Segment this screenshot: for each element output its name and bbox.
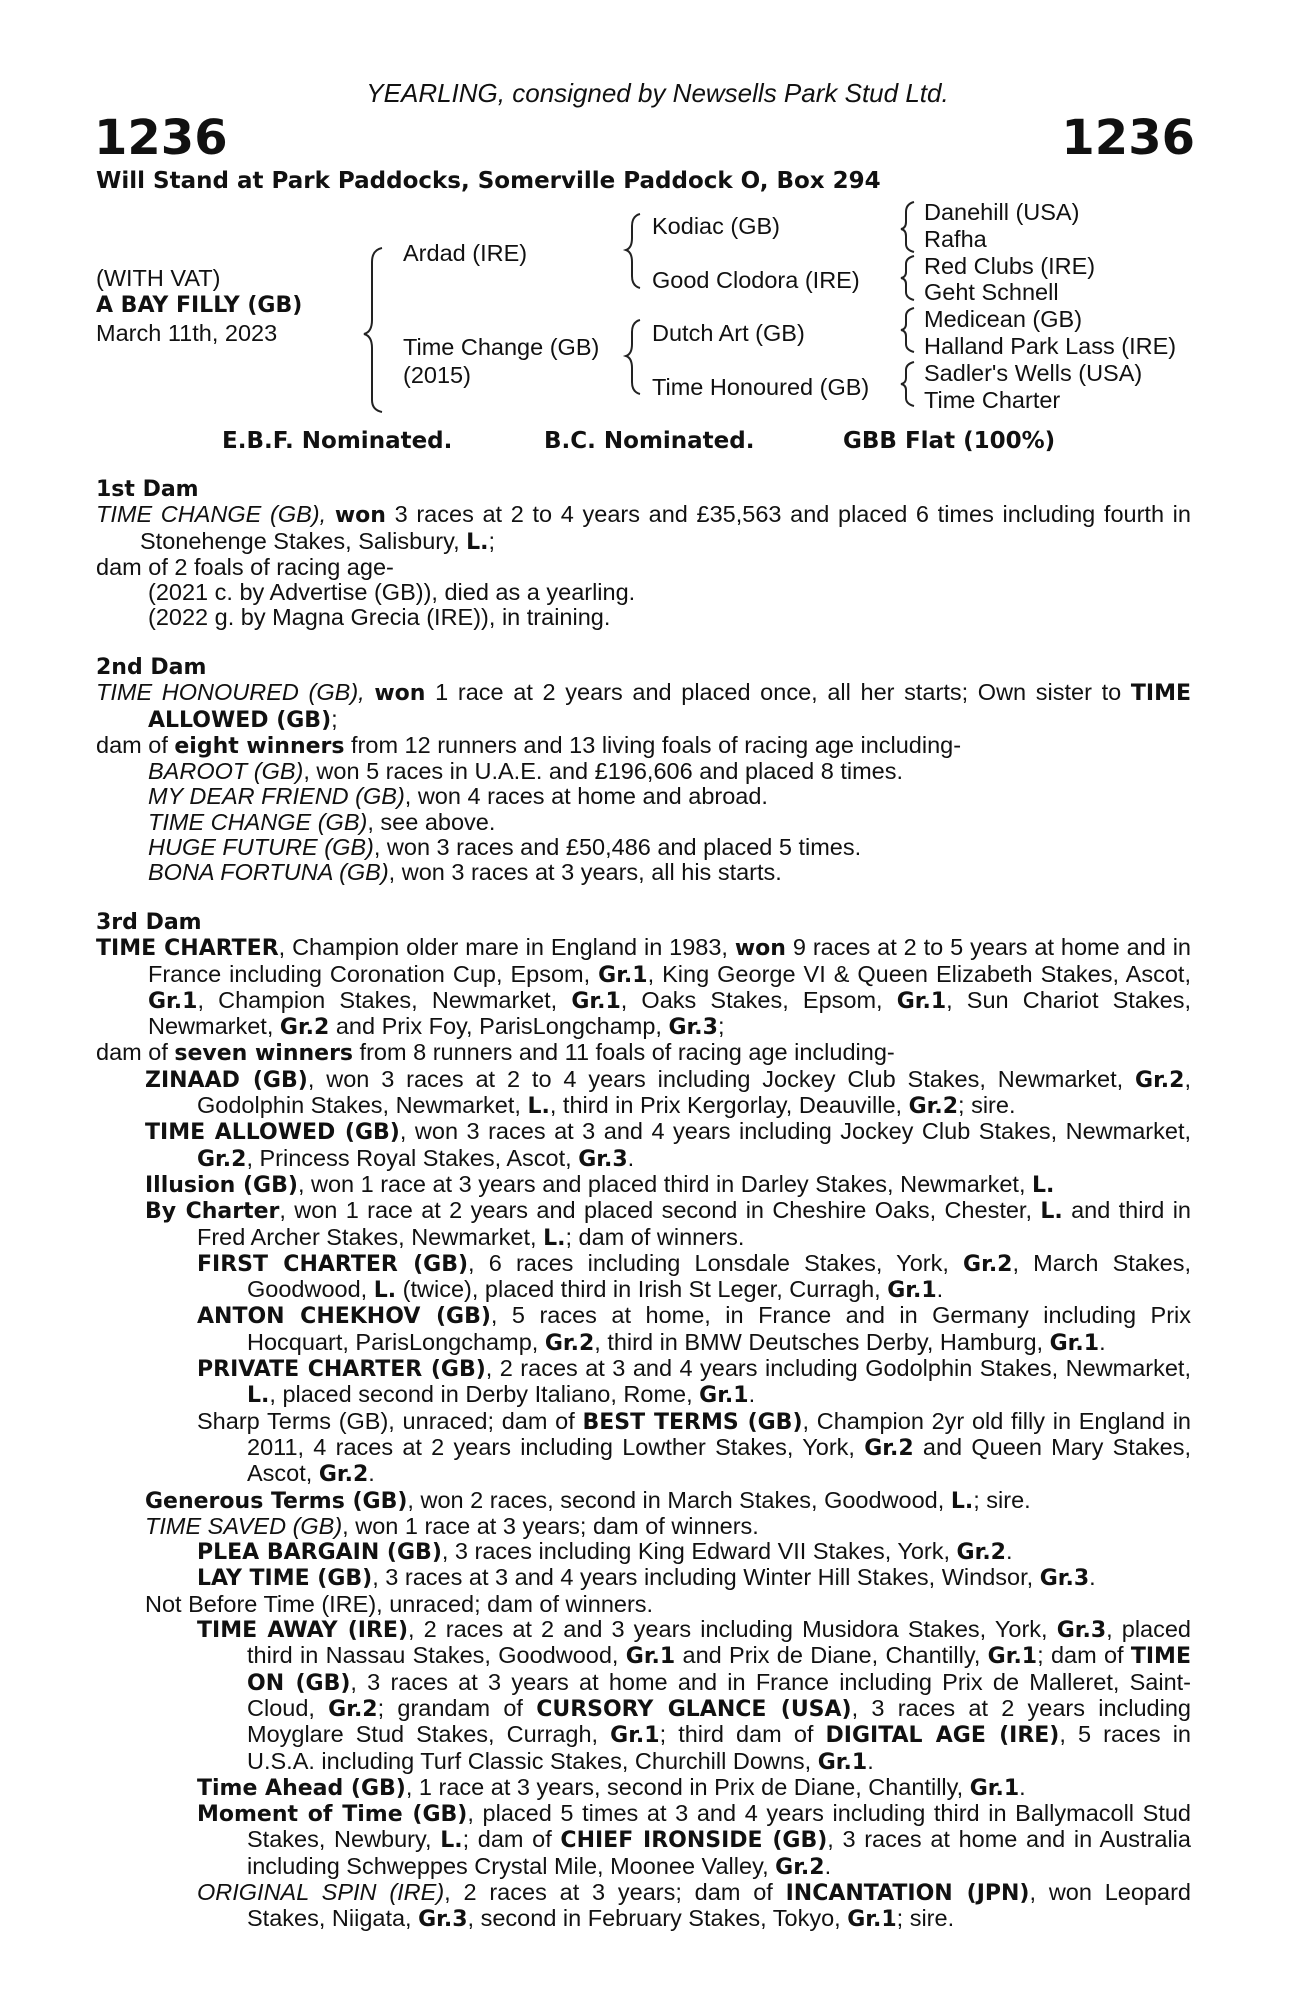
sire-sire: Kodiac (GB) <box>652 213 780 239</box>
gen3-dss: Medicean (GB) <box>924 306 1083 332</box>
eight-winners: eight winners <box>174 733 345 759</box>
text: . <box>1099 1328 1106 1355</box>
brace-dam <box>626 320 640 394</box>
dam-sire: Dutch Art (GB) <box>652 320 805 346</box>
grade: Gr.2 <box>956 1540 1006 1566</box>
produce-name: BAROOT (GB) <box>148 758 304 785</box>
gen3-ddd: Time Charter <box>924 387 1061 413</box>
text: . <box>748 1381 756 1408</box>
grade: L. <box>543 1225 566 1251</box>
text: 9 races at 2 to 5 years at home and in France including Coronation Cup, Epsom, <box>148 934 1191 987</box>
sire-dam: Good Clodora (IRE) <box>652 267 860 293</box>
brace-ds <box>901 308 914 352</box>
second-dam-produce-summary <box>96 733 1191 759</box>
text: dam of <box>96 1039 175 1066</box>
grade: Gr.2 <box>279 1015 330 1041</box>
text: , won 3 races at 2 to 4 years including Jockey Club Stakes, Newmarket, <box>307 1065 1136 1092</box>
text: , 1 race at 3 years, second in Prix de Diane, Chantilly, <box>405 1773 970 1800</box>
lot-number-left: 1236 <box>94 110 228 166</box>
grade: Gr.1 <box>896 988 947 1014</box>
text: , Sun Chariot Stakes, Newmarket, <box>148 986 1191 1040</box>
grade: Gr.2 <box>1135 1067 1185 1093</box>
horse-name: ANTON CHEKHOV (GB) <box>197 1304 491 1330</box>
dam-foaling-year: (2015) <box>403 362 471 388</box>
text: , 2 races at 3 and 4 years including Godolphin Stakes, Newmarket, <box>485 1355 1191 1382</box>
text: dam of <box>96 731 175 758</box>
grade: Gr.1 <box>610 1723 660 1749</box>
text: , won Leopard Stakes, Niigata, <box>247 1878 1191 1932</box>
horse-name: TIME ON (GB) <box>247 1644 1191 1696</box>
second-dam-section <box>96 655 1191 886</box>
horse-name: Illusion (GB) <box>145 1172 298 1198</box>
text: , 3 races at 3 years at home and in France including Prix de Malleret, Saint-Cloud, <box>247 1668 1191 1721</box>
text: ; sire. <box>973 1486 1031 1513</box>
produce-anton-chekhov <box>96 1303 1191 1356</box>
horse-name: TIME CHARTER <box>96 936 279 962</box>
produce-bona-fortuna <box>96 860 1191 885</box>
text: , won 3 races at 3 and 4 years including Jockey Club Stakes, Newmarket, <box>399 1118 1192 1145</box>
grade: Gr.2 <box>197 1146 247 1172</box>
grade: Gr.1 <box>969 1775 1020 1801</box>
text: . <box>867 1747 874 1774</box>
brace-sd <box>901 256 914 300</box>
text: . <box>1089 1564 1096 1591</box>
grade: Gr.1 <box>699 1383 749 1409</box>
horse-name: CURSORY GLANCE (USA) <box>536 1696 852 1722</box>
foaling-date: March 11th, 2023 <box>96 320 278 346</box>
produce-first-charter <box>96 1251 1191 1304</box>
gen3-sds: Red Clubs (IRE) <box>924 253 1096 279</box>
won-label: won <box>734 936 786 962</box>
text: ; grandam of <box>377 1694 537 1721</box>
text: . <box>627 1144 635 1171</box>
text: , 3 races including King Edward VII Stakes, York, <box>441 1538 957 1565</box>
produce-lay-time <box>96 1565 1191 1591</box>
text: , placed third in Nassau Stakes, Goodwood, <box>247 1616 1191 1669</box>
text: , 3 races at 3 and 4 years including Winter Hill Stakes, Windsor, <box>372 1564 1040 1591</box>
produce-record: , won 4 races at home and abroad. <box>404 783 768 810</box>
produce-plea-bargain <box>96 1539 1191 1565</box>
text: , second in February Stakes, Tokyo, <box>467 1905 848 1932</box>
text: , 2 races at 3 years; dam of <box>444 1878 786 1905</box>
grade: Gr.3 <box>1039 1566 1090 1592</box>
text: , Princess Royal Stakes, Ascot, <box>246 1144 579 1171</box>
grade: Gr.2 <box>775 1854 825 1880</box>
text: , Champion older mare in England in 1983, <box>278 934 735 961</box>
produce-name: TIME CHANGE (GB) <box>148 808 368 835</box>
gen3-sss: Danehill (USA) <box>924 199 1080 225</box>
listed-label: L. <box>466 529 489 555</box>
text: . <box>824 1852 832 1879</box>
text: , Oaks Stakes, Epsom, <box>620 986 897 1013</box>
grade: Gr.1 <box>1049 1330 1100 1356</box>
produce-illusion <box>96 1172 1191 1198</box>
grade: Gr.1 <box>887 1278 937 1304</box>
produce-by-charter <box>96 1198 1191 1251</box>
produce-sharp-terms <box>96 1409 1191 1488</box>
gen3-ssd: Rafha <box>924 226 987 252</box>
consignor-line: YEARLING, consigned by Newsells Park Stud Ltd. <box>366 78 949 108</box>
horse-name: ZINAAD (GB) <box>145 1067 308 1093</box>
text: . <box>1019 1773 1026 1800</box>
text: ; sire. <box>958 1092 1016 1119</box>
grade: Gr.1 <box>625 1644 676 1670</box>
text: (twice), placed third in Irish St Leger, Curragh, <box>396 1276 888 1303</box>
horse-name: PLEA BARGAIN (GB) <box>197 1540 442 1566</box>
horse-name: PRIVATE CHARTER (GB) <box>197 1357 486 1383</box>
produce-record: , won 3 races and £50,486 and placed 5 times. <box>373 834 862 861</box>
grade: Gr.3 <box>418 1907 468 1933</box>
produce-generous-terms <box>96 1488 1191 1514</box>
horse-name: TIME ALLOWED (GB) <box>145 1120 400 1146</box>
text: , 5 races in U.S.A. including Turf Classic Stakes, Churchill Downs, <box>247 1721 1191 1774</box>
produce-original-spin <box>96 1880 1191 1933</box>
text: , won 1 race at 3 years and placed third in Darley Stakes, Newmarket, <box>297 1170 1033 1197</box>
produce-name: HUGE FUTURE (GB) <box>148 834 374 861</box>
horse-name: FIRST CHARTER (GB) <box>197 1251 469 1277</box>
produce-huge-future <box>96 835 1191 860</box>
ebf-nominated: E.B.F. Nominated. <box>222 428 453 454</box>
brace-dd <box>901 362 914 406</box>
produce-moment-of-time <box>96 1801 1191 1880</box>
punct: ; <box>331 705 338 732</box>
text: Sharp Terms (GB), unraced; dam of <box>197 1407 583 1434</box>
produce-private-charter <box>96 1356 1191 1409</box>
grade: Gr.2 <box>864 1435 914 1461</box>
text: , placed second in Derby Italiano, Rome, <box>269 1381 700 1408</box>
text: ; third dam of <box>659 1721 826 1748</box>
text: , King George VI & Queen Elizabeth Stakes, Ascot, <box>647 960 1191 987</box>
vat-note: (WITH VAT) <box>96 265 221 291</box>
grade: Gr.1 <box>571 988 621 1014</box>
text: . <box>936 1276 944 1303</box>
produce-time-change <box>96 810 1191 835</box>
text: , Godolphin Stakes, Newmarket, <box>197 1065 1191 1119</box>
produce-record: , see above. <box>367 808 496 835</box>
time-charter-record <box>96 935 1191 1040</box>
text: , third in BMW Deutsches Derby, Hamburg, <box>594 1328 1050 1355</box>
text: , won 1 race at 2 years and placed second in Cheshire Oaks, Chester, <box>279 1197 1041 1224</box>
horse-name: TIME AWAY (IRE) <box>197 1618 408 1644</box>
text: , 3 races at 2 years including Moyglare Stud Stakes, Curragh, <box>247 1694 1191 1748</box>
produce-not-before-time: Not Before Time (IRE), unraced; dam of winners. <box>145 1590 654 1617</box>
text: , 2 races at 2 and 3 years including Musidora Stakes, York, <box>408 1616 1057 1643</box>
text: , won 2 races, second in March Stakes, Goodwood, <box>407 1486 951 1513</box>
grade: Gr.3 <box>1056 1618 1107 1644</box>
text: and Prix de Diane, Chantilly, <box>675 1642 988 1669</box>
text: . <box>1005 1538 1013 1565</box>
grade: Gr.1 <box>847 1907 897 1933</box>
text: , Champion Stakes, Newmarket, <box>197 986 572 1013</box>
brace-ss <box>901 202 914 252</box>
grade: L. <box>950 1488 974 1514</box>
horse-name: Generous Terms (GB) <box>145 1488 408 1514</box>
produce-baroot <box>96 759 1191 784</box>
horse-name: CHIEF IRONSIDE (GB) <box>560 1828 828 1854</box>
horse-name: LAY TIME (GB) <box>197 1566 373 1592</box>
text: ; dam of <box>462 1826 561 1853</box>
time-allowed-link: TIME ALLOWED (GB) <box>148 681 1191 733</box>
dam-dam: Time Honoured (GB) <box>652 374 870 400</box>
grade: Gr.1 <box>817 1749 868 1775</box>
won-label: won <box>334 503 386 529</box>
punct: ; <box>488 527 496 554</box>
grade: Gr.3 <box>578 1146 628 1172</box>
text: from 8 runners and 11 foals of racing age including- <box>353 1039 895 1066</box>
grade: Gr.2 <box>908 1094 959 1120</box>
text: , won 1 race at 3 years; dam of winners. <box>342 1512 759 1539</box>
horse-name: A BAY FILLY (GB) <box>96 293 303 318</box>
text: , 3 races at home and in Australia including Schweppes Crystal Mile, Moonee Valley, <box>247 1826 1191 1879</box>
horse-name: DIGITAL AGE (IRE) <box>825 1723 1060 1749</box>
horse-name: Moment of Time (GB) <box>197 1802 468 1828</box>
stand-location: Will Stand at Park Paddocks, Somerville Paddock O, Box 294 <box>96 168 881 194</box>
sire-name: Ardad (IRE) <box>403 240 528 266</box>
grade: Gr.2 <box>318 1462 369 1488</box>
text: , March Stakes, Goodwood, <box>247 1249 1192 1303</box>
horse-name: Time Ahead (GB) <box>197 1775 406 1801</box>
first-dam-foals-summary: dam of 2 foals of racing age- <box>96 553 394 580</box>
produce-time-saved <box>96 1514 1191 1539</box>
horse-name: By Charter <box>145 1199 280 1225</box>
bc-nominated: B.C. Nominated. <box>544 428 755 454</box>
produce-name: BONA FORTUNA (GB) <box>148 859 389 886</box>
text: and Prix Foy, ParisLongchamp, <box>329 1013 669 1040</box>
produce-time-away <box>96 1617 1191 1775</box>
horse-name: ORIGINAL SPIN (IRE) <box>197 1878 445 1905</box>
grade: Gr.3 <box>668 1015 718 1041</box>
text: ; dam of <box>1037 1642 1131 1669</box>
grade: Gr.2 <box>544 1330 595 1356</box>
text: ; dam of winners. <box>565 1223 745 1250</box>
text: , third in Prix Kergorlay, Deauville, <box>549 1092 909 1119</box>
brace-gen1 <box>364 248 382 412</box>
text: . <box>368 1460 375 1487</box>
text: ; sire. <box>896 1905 955 1932</box>
first-dam-name: TIME CHANGE (GB), <box>96 501 335 528</box>
grade: L. <box>1032 1172 1055 1198</box>
grade: L. <box>527 1094 550 1120</box>
seven-winners: seven winners <box>174 1041 354 1067</box>
produce-my-dear-friend <box>96 784 1191 809</box>
produce-time-ahead <box>96 1775 1191 1801</box>
first-dam-record-text: 3 races at 2 to 4 years and £35,563 and placed 6 times including <box>385 501 1096 528</box>
brace-sire <box>626 214 640 288</box>
text: and Queen Mary Stakes, Ascot, <box>247 1433 1191 1487</box>
gen3-dds: Sadler's Wells (USA) <box>924 360 1143 386</box>
text: , Champion 2yr old filly in England in 2011, 4 races at 2 years including Lowther Stakes, York, <box>247 1407 1191 1460</box>
horse-name: INCANTATION (JPN) <box>785 1880 1030 1906</box>
first-dam-foal-2022: (2022 g. by Magna Grecia (IRE)), in training. <box>148 604 611 631</box>
grade: L. <box>440 1828 463 1854</box>
third-dam-section <box>96 910 1191 1933</box>
first-dam-heading: 1st Dam <box>96 477 199 502</box>
gbb-flat: GBB Flat (100%) <box>843 428 1056 454</box>
lot-number-right: 1236 <box>1061 110 1195 166</box>
second-dam-record-text: 1 race at 2 years and placed once, all her starts; Own sister to <box>425 679 1122 706</box>
text: from 12 runners and 13 living foals of racing age including- <box>344 731 962 758</box>
grade: Gr.1 <box>148 988 198 1014</box>
grade: L. <box>1040 1199 1063 1225</box>
third-dam-produce-summary <box>96 1040 1191 1066</box>
text: ; <box>717 1013 725 1040</box>
first-dam-foal-2021: (2021 c. by Advertise (GB)), died as a yearling. <box>148 579 636 606</box>
produce-zinaad <box>96 1067 1191 1120</box>
horse-name: TIME SAVED (GB) <box>145 1512 343 1539</box>
produce-name: MY DEAR FRIEND (GB) <box>148 783 405 810</box>
first-dam-record <box>96 502 1191 555</box>
second-dam-name: TIME HONOURED (GB), <box>96 679 375 706</box>
produce-time-allowed <box>96 1119 1191 1172</box>
won-label: won <box>374 681 426 707</box>
gen3-sdd: Geht Schnell <box>924 279 1059 305</box>
grade: Gr.2 <box>328 1696 378 1722</box>
third-dam-heading: 3rd Dam <box>96 910 202 935</box>
grade: L. <box>247 1383 270 1409</box>
grade: Gr.2 <box>963 1251 1013 1277</box>
text: , 6 races including Lonsdale Stakes, York, <box>468 1249 964 1276</box>
first-dam-record-text-2: fourth in Stonehenge Stakes, Salisbury, <box>140 501 1191 554</box>
dam-name: Time Change (GB) <box>403 334 600 360</box>
grade: L. <box>373 1278 397 1304</box>
second-dam-record <box>96 680 1191 733</box>
produce-record: , won 5 races in U.A.E. and £196,606 and placed 8 times. <box>303 758 903 785</box>
second-dam-heading: 2nd Dam <box>96 655 207 680</box>
text: and third in Fred Archer Stakes, Newmarket, <box>197 1197 1192 1250</box>
text: , 5 races at home, in France and in Germany including Prix Hocquart, ParisLongchamp, <box>247 1302 1191 1355</box>
grade: Gr.1 <box>987 1644 1038 1670</box>
produce-record: , won 3 races at 3 years, all his starts. <box>388 859 782 886</box>
gen3-dsd: Halland Park Lass (IRE) <box>924 333 1177 359</box>
grade: Gr.1 <box>598 962 648 988</box>
first-dam-section <box>96 477 1191 631</box>
horse-name: BEST TERMS (GB) <box>582 1409 803 1435</box>
text: , placed 5 times at 3 and 4 years including third in Ballymacoll Stud Stakes, Newbury, <box>247 1800 1192 1853</box>
